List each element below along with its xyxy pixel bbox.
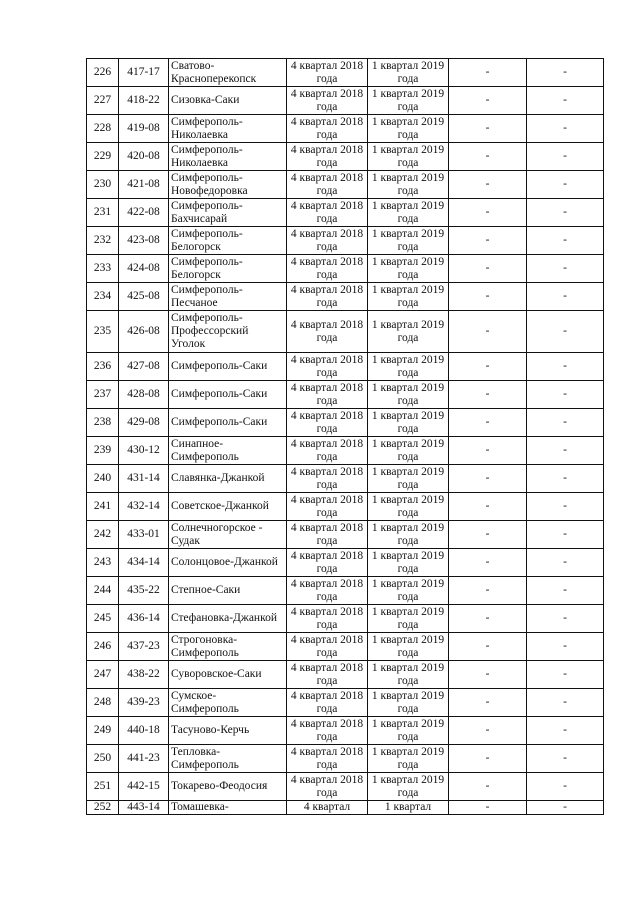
column-7-value: - (527, 549, 604, 577)
table-row (87, 689, 604, 717)
row-number: 230 (87, 171, 119, 199)
route-name: Симферополь-Песчаное (169, 283, 287, 311)
column-6-value: - (449, 171, 527, 199)
start-period: 4 квартал 2018 года (287, 311, 368, 353)
column-6-value: - (449, 353, 527, 381)
start-period: 4 квартал 2018 года (287, 605, 368, 633)
column-7-value: - (527, 87, 604, 115)
column-7-value: - (527, 409, 604, 437)
start-period: 4 квартал 2018 года (287, 283, 368, 311)
table-row (87, 227, 604, 255)
start-period: 4 квартал 2018 года (287, 773, 368, 801)
start-period: 4 квартал 2018 года (287, 493, 368, 521)
table-row (87, 171, 604, 199)
route-code: 436-14 (119, 605, 169, 633)
route-code: 433-01 (119, 521, 169, 549)
route-code: 427-08 (119, 353, 169, 381)
table-row (87, 381, 604, 409)
table-row (87, 773, 604, 801)
column-7-value: - (527, 353, 604, 381)
route-name: Симферополь-Белогорск (169, 255, 287, 283)
route-code: 437-23 (119, 633, 169, 661)
row-number: 240 (87, 465, 119, 493)
table-row (87, 745, 604, 773)
end-period: 1 квартал 2019 года (368, 493, 449, 521)
column-7-value: - (527, 605, 604, 633)
route-code: 443-14 (119, 801, 169, 815)
column-6-value: - (449, 465, 527, 493)
column-7-value: - (527, 311, 604, 353)
column-7-value: - (527, 381, 604, 409)
column-7-value: - (527, 171, 604, 199)
route-code: 420-08 (119, 143, 169, 171)
column-6-value: - (449, 227, 527, 255)
end-period: 1 квартал 2019 года (368, 661, 449, 689)
route-name: Тепловка-Симферополь (169, 745, 287, 773)
route-name: Степное-Саки (169, 577, 287, 605)
column-7-value: - (527, 689, 604, 717)
column-7-value: - (527, 521, 604, 549)
routes-table (86, 58, 604, 815)
row-number: 236 (87, 353, 119, 381)
row-number: 238 (87, 409, 119, 437)
row-number: 234 (87, 283, 119, 311)
end-period: 1 квартал 2019 года (368, 199, 449, 227)
start-period: 4 квартал 2018 года (287, 745, 368, 773)
end-period: 1 квартал 2019 года (368, 311, 449, 353)
column-7-value: - (527, 227, 604, 255)
route-code: 439-23 (119, 689, 169, 717)
end-period: 1 квартал 2019 года (368, 437, 449, 465)
column-6-value: - (449, 689, 527, 717)
start-period: 4 квартал 2018 года (287, 437, 368, 465)
row-number: 242 (87, 521, 119, 549)
column-6-value: - (449, 283, 527, 311)
column-6-value: - (449, 59, 527, 87)
start-period: 4 квартал 2018 года (287, 59, 368, 87)
routes-table-body (87, 59, 604, 801)
row-number: 251 (87, 773, 119, 801)
column-6-value: - (449, 493, 527, 521)
route-name: Сизовка-Саки (169, 87, 287, 115)
row-number: 229 (87, 143, 119, 171)
table-row (87, 59, 604, 87)
column-6-value: - (449, 143, 527, 171)
start-period: 4 квартал 2018 года (287, 199, 368, 227)
row-number: 249 (87, 717, 119, 745)
end-period: 1 квартал 2019 года (368, 717, 449, 745)
table-row (87, 87, 604, 115)
start-period: 4 квартал 2018 года (287, 227, 368, 255)
route-code: 435-22 (119, 577, 169, 605)
row-number: 233 (87, 255, 119, 283)
end-period: 1 квартал 2019 года (368, 171, 449, 199)
route-name: Сватово-Красноперекопск (169, 59, 287, 87)
table-row (87, 437, 604, 465)
column-7-value: - (527, 283, 604, 311)
end-period: 1 квартал 2019 года (368, 283, 449, 311)
table-row (87, 115, 604, 143)
start-period: 4 квартал 2018 года (287, 255, 368, 283)
column-7-value: - (527, 577, 604, 605)
route-code: 440-18 (119, 717, 169, 745)
end-period: 1 квартал 2019 года (368, 353, 449, 381)
route-name: Суворовское-Саки (169, 661, 287, 689)
column-6-value: - (449, 661, 527, 689)
column-6-value: - (449, 577, 527, 605)
column-6-value: - (449, 745, 527, 773)
column-7-value: - (527, 437, 604, 465)
route-code: 417-17 (119, 59, 169, 87)
table-row (87, 801, 604, 815)
row-number: 235 (87, 311, 119, 353)
column-6-value: - (449, 437, 527, 465)
route-name: Советское-Джанкой (169, 493, 287, 521)
route-name: Симферополь-Николаевка (169, 143, 287, 171)
column-7-value: - (527, 661, 604, 689)
route-code: 429-08 (119, 409, 169, 437)
row-number: 228 (87, 115, 119, 143)
end-period: 1 квартал 2019 года (368, 409, 449, 437)
row-number: 231 (87, 199, 119, 227)
row-number: 226 (87, 59, 119, 87)
end-period: 1 квартал 2019 года (368, 381, 449, 409)
route-name: Строгоновка-Симферополь (169, 633, 287, 661)
route-name: Томашевка- (169, 801, 287, 815)
column-6-value: - (449, 381, 527, 409)
route-code: 423-08 (119, 227, 169, 255)
table-row (87, 661, 604, 689)
column-7-value: - (527, 255, 604, 283)
row-number: 239 (87, 437, 119, 465)
route-name: Симферополь-Саки (169, 353, 287, 381)
table-row (87, 465, 604, 493)
column-6-value: - (449, 717, 527, 745)
column-7-value: - (527, 745, 604, 773)
table-row (87, 409, 604, 437)
row-number: 247 (87, 661, 119, 689)
table-row (87, 605, 604, 633)
table-row (87, 143, 604, 171)
column-6-value: - (449, 549, 527, 577)
end-period: 1 квартал (368, 801, 449, 815)
column-6-value: - (449, 773, 527, 801)
table-row (87, 493, 604, 521)
column-7-value: - (527, 493, 604, 521)
table-row (87, 521, 604, 549)
column-6-value: - (449, 255, 527, 283)
route-name: Симферополь-Новофедоровка (169, 171, 287, 199)
table-row (87, 549, 604, 577)
table-row (87, 633, 604, 661)
start-period: 4 квартал 2018 года (287, 717, 368, 745)
start-period: 4 квартал 2018 года (287, 465, 368, 493)
start-period: 4 квартал 2018 года (287, 549, 368, 577)
table-row (87, 255, 604, 283)
start-period: 4 квартал 2018 года (287, 689, 368, 717)
route-name: Симферополь-Профессорский Уголок (169, 311, 287, 353)
route-code: 438-22 (119, 661, 169, 689)
column-6-value: - (449, 605, 527, 633)
row-number: 246 (87, 633, 119, 661)
row-number: 250 (87, 745, 119, 773)
start-period: 4 квартал 2018 года (287, 409, 368, 437)
start-period: 4 квартал 2018 года (287, 661, 368, 689)
end-period: 1 квартал 2019 года (368, 745, 449, 773)
route-code: 434-14 (119, 549, 169, 577)
row-number: 227 (87, 87, 119, 115)
route-code: 432-14 (119, 493, 169, 521)
route-name: Симферополь-Саки (169, 381, 287, 409)
end-period: 1 квартал 2019 года (368, 87, 449, 115)
column-7-value: - (527, 801, 604, 815)
end-period: 1 квартал 2019 года (368, 773, 449, 801)
column-7-value: - (527, 465, 604, 493)
route-code: 418-22 (119, 87, 169, 115)
column-7-value: - (527, 633, 604, 661)
route-code: 422-08 (119, 199, 169, 227)
start-period: 4 квартал 2018 года (287, 577, 368, 605)
table-row (87, 311, 604, 353)
start-period: 4 квартал 2018 года (287, 143, 368, 171)
route-name: Солнечногорское - Судак (169, 521, 287, 549)
start-period: 4 квартал 2018 года (287, 87, 368, 115)
route-code: 428-08 (119, 381, 169, 409)
route-code: 442-15 (119, 773, 169, 801)
row-number: 237 (87, 381, 119, 409)
row-number: 243 (87, 549, 119, 577)
end-period: 1 квартал 2019 года (368, 689, 449, 717)
end-period: 1 квартал 2019 года (368, 577, 449, 605)
start-period: 4 квартал 2018 года (287, 171, 368, 199)
table-row (87, 717, 604, 745)
column-7-value: - (527, 199, 604, 227)
column-6-value: - (449, 199, 527, 227)
start-period: 4 квартал 2018 года (287, 381, 368, 409)
route-name: Сумское-Симферополь (169, 689, 287, 717)
route-code: 431-14 (119, 465, 169, 493)
column-6-value: - (449, 633, 527, 661)
table-row (87, 353, 604, 381)
table-row (87, 199, 604, 227)
route-code: 430-12 (119, 437, 169, 465)
column-6-value: - (449, 311, 527, 353)
end-period: 1 квартал 2019 года (368, 59, 449, 87)
row-number: 252 (87, 801, 119, 815)
column-6-value: - (449, 801, 527, 815)
row-number: 245 (87, 605, 119, 633)
end-period: 1 квартал 2019 года (368, 255, 449, 283)
start-period: 4 квартал 2018 года (287, 353, 368, 381)
route-name: Симферополь-Николаевка (169, 115, 287, 143)
end-period: 1 квартал 2019 года (368, 549, 449, 577)
start-period: 4 квартал 2018 года (287, 633, 368, 661)
table-row (87, 283, 604, 311)
row-number: 244 (87, 577, 119, 605)
column-6-value: - (449, 87, 527, 115)
route-name: Стефановка-Джанкой (169, 605, 287, 633)
route-name: Симферополь-Бахчисарай (169, 199, 287, 227)
route-name: Симферополь-Саки (169, 409, 287, 437)
route-code: 425-08 (119, 283, 169, 311)
start-period: 4 квартал 2018 года (287, 115, 368, 143)
route-name: Солонцовое-Джанкой (169, 549, 287, 577)
column-6-value: - (449, 521, 527, 549)
column-7-value: - (527, 717, 604, 745)
start-period: 4 квартал (287, 801, 368, 815)
table-row (87, 577, 604, 605)
column-6-value: - (449, 409, 527, 437)
route-name: Синапное-Симферополь (169, 437, 287, 465)
route-name: Тасуново-Керчь (169, 717, 287, 745)
route-code: 441-23 (119, 745, 169, 773)
row-number: 241 (87, 493, 119, 521)
route-code: 419-08 (119, 115, 169, 143)
row-number: 232 (87, 227, 119, 255)
end-period: 1 квартал 2019 года (368, 465, 449, 493)
route-code: 424-08 (119, 255, 169, 283)
end-period: 1 квартал 2019 года (368, 115, 449, 143)
route-code: 426-08 (119, 311, 169, 353)
end-period: 1 квартал 2019 года (368, 521, 449, 549)
start-period: 4 квартал 2018 года (287, 521, 368, 549)
column-7-value: - (527, 773, 604, 801)
route-name: Токарево-Феодосия (169, 773, 287, 801)
end-period: 1 квартал 2019 года (368, 633, 449, 661)
column-7-value: - (527, 59, 604, 87)
column-7-value: - (527, 143, 604, 171)
row-number: 248 (87, 689, 119, 717)
route-name: Симферополь-Белогорск (169, 227, 287, 255)
column-6-value: - (449, 115, 527, 143)
column-7-value: - (527, 115, 604, 143)
end-period: 1 квартал 2019 года (368, 227, 449, 255)
end-period: 1 квартал 2019 года (368, 143, 449, 171)
route-code: 421-08 (119, 171, 169, 199)
end-period: 1 квартал 2019 года (368, 605, 449, 633)
route-name: Славянка-Джанкой (169, 465, 287, 493)
